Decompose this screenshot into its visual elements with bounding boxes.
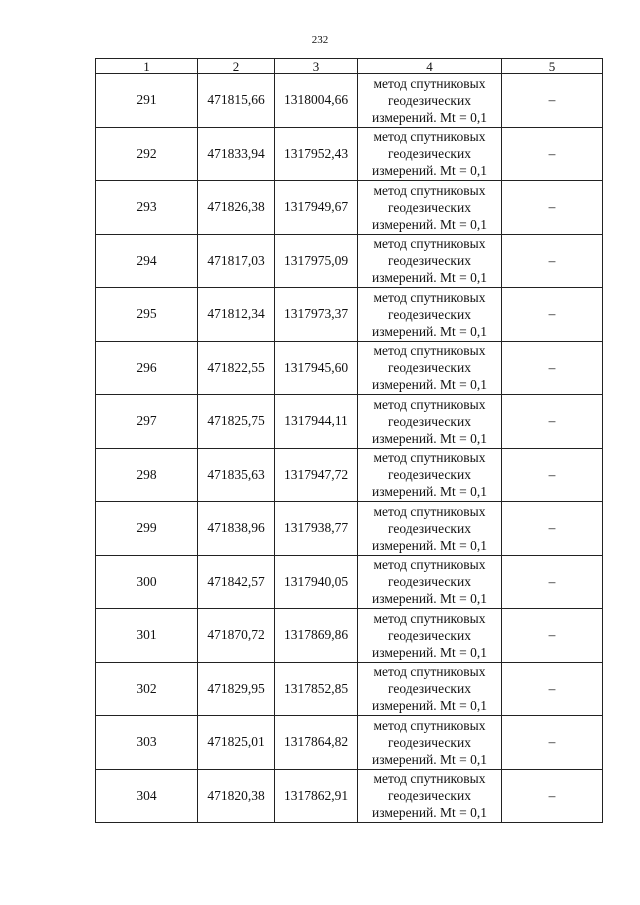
point-number: 296 bbox=[96, 341, 198, 395]
method-line-2: геодезических bbox=[388, 627, 471, 643]
method-line-2: геодезических bbox=[388, 253, 471, 269]
method-line-3: измерений. Mt = 0,1 bbox=[371, 591, 488, 607]
method-line-3: измерений. Mt = 0,1 bbox=[371, 537, 488, 553]
coordinate-y: 1317975,09 bbox=[275, 234, 358, 288]
column-5-dash: – bbox=[502, 609, 603, 663]
method-description bbox=[358, 288, 502, 342]
method-line-2: геодезических bbox=[388, 788, 471, 804]
coordinate-x: 471835,63 bbox=[198, 448, 275, 502]
column-header-1: 1 bbox=[96, 59, 198, 74]
column-5-dash: – bbox=[502, 395, 603, 449]
method-line-3: измерений. Mt = 0,1 bbox=[371, 430, 488, 446]
coordinate-y: 1318004,66 bbox=[275, 74, 358, 128]
column-5-dash: – bbox=[502, 769, 603, 823]
method-line-1: метод спутниковых bbox=[373, 450, 486, 466]
method-line-1: метод спутниковых bbox=[373, 664, 486, 680]
method-line-1: метод спутниковых bbox=[373, 503, 486, 519]
method-description bbox=[358, 502, 502, 556]
point-number: 299 bbox=[96, 502, 198, 556]
coordinate-y: 1317864,82 bbox=[275, 716, 358, 770]
coordinate-x: 471826,38 bbox=[198, 181, 275, 235]
column-5-dash: – bbox=[502, 448, 603, 502]
method-line-2: геодезических bbox=[388, 734, 471, 750]
coordinate-x: 471870,72 bbox=[198, 609, 275, 663]
coordinate-x: 471812,34 bbox=[198, 288, 275, 342]
method-line-3: измерений. Mt = 0,1 bbox=[371, 698, 488, 714]
coordinate-y: 1317938,77 bbox=[275, 502, 358, 556]
point-number: 301 bbox=[96, 609, 198, 663]
coordinate-y: 1317944,11 bbox=[275, 395, 358, 449]
column-5-dash: – bbox=[502, 716, 603, 770]
coordinate-x: 471825,01 bbox=[198, 716, 275, 770]
point-number: 297 bbox=[96, 395, 198, 449]
point-number: 292 bbox=[96, 127, 198, 181]
method-line-2: геодезических bbox=[388, 413, 471, 429]
coordinate-x: 471829,95 bbox=[198, 662, 275, 716]
table-header bbox=[96, 59, 603, 74]
coordinate-x: 471842,57 bbox=[198, 555, 275, 609]
method-line-2: геодезических bbox=[388, 199, 471, 215]
method-line-1: метод спутниковых bbox=[373, 75, 486, 91]
column-header-5: 5 bbox=[502, 59, 603, 74]
column-5-dash: – bbox=[502, 127, 603, 181]
method-line-1: метод спутниковых bbox=[373, 396, 486, 412]
table-row bbox=[96, 716, 603, 770]
coordinate-y: 1317952,43 bbox=[275, 127, 358, 181]
method-line-2: геодезических bbox=[388, 467, 471, 483]
column-5-dash: – bbox=[502, 181, 603, 235]
coordinate-x: 471825,75 bbox=[198, 395, 275, 449]
method-line-1: метод спутниковых bbox=[373, 236, 486, 252]
method-line-3: измерений. Mt = 0,1 bbox=[371, 323, 488, 339]
point-number: 294 bbox=[96, 234, 198, 288]
page-number: 232 bbox=[311, 34, 329, 46]
point-number: 303 bbox=[96, 716, 198, 770]
method-line-2: геодезических bbox=[388, 146, 471, 162]
method-description bbox=[358, 127, 502, 181]
table-row bbox=[96, 662, 603, 716]
method-line-2: геодезических bbox=[388, 520, 471, 536]
coordinate-y: 1317869,86 bbox=[275, 609, 358, 663]
coordinate-y: 1317852,85 bbox=[275, 662, 358, 716]
table-row bbox=[96, 769, 603, 823]
column-5-dash: – bbox=[502, 555, 603, 609]
table-row bbox=[96, 181, 603, 235]
coordinate-x: 471815,66 bbox=[198, 74, 275, 128]
method-line-1: метод спутниковых bbox=[373, 289, 486, 305]
method-description bbox=[358, 609, 502, 663]
coordinate-x: 471833,94 bbox=[198, 127, 275, 181]
column-header-2: 2 bbox=[198, 59, 275, 74]
method-description bbox=[358, 716, 502, 770]
method-line-1: метод спутниковых bbox=[373, 182, 486, 198]
method-line-2: геодезических bbox=[388, 92, 471, 108]
column-5-dash: – bbox=[502, 502, 603, 556]
table-row bbox=[96, 74, 603, 128]
table-row bbox=[96, 234, 603, 288]
method-line-1: метод спутниковых bbox=[373, 717, 486, 733]
method-line-3: измерений. Mt = 0,1 bbox=[371, 216, 488, 232]
method-line-1: метод спутниковых bbox=[373, 610, 486, 626]
method-description bbox=[358, 448, 502, 502]
method-line-2: геодезических bbox=[388, 306, 471, 322]
coordinate-x: 471817,03 bbox=[198, 234, 275, 288]
point-number: 302 bbox=[96, 662, 198, 716]
method-line-1: метод спутниковых bbox=[373, 771, 486, 787]
column-header-4: 4 bbox=[358, 59, 502, 74]
coordinate-y: 1317940,05 bbox=[275, 555, 358, 609]
point-number: 300 bbox=[96, 555, 198, 609]
table-body bbox=[96, 74, 603, 823]
method-line-3: измерений. Mt = 0,1 bbox=[371, 109, 488, 125]
coordinate-y: 1317949,67 bbox=[275, 181, 358, 235]
column-5-dash: – bbox=[502, 341, 603, 395]
method-description bbox=[358, 341, 502, 395]
coordinate-y: 1317947,72 bbox=[275, 448, 358, 502]
method-line-3: измерений. Mt = 0,1 bbox=[371, 163, 488, 179]
column-5-dash: – bbox=[502, 74, 603, 128]
table-row bbox=[96, 395, 603, 449]
table-row bbox=[96, 502, 603, 556]
table-row bbox=[96, 609, 603, 663]
coordinate-y: 1317945,60 bbox=[275, 341, 358, 395]
coordinate-x: 471820,38 bbox=[198, 769, 275, 823]
coordinate-y: 1317862,91 bbox=[275, 769, 358, 823]
point-number: 298 bbox=[96, 448, 198, 502]
method-line-3: измерений. Mt = 0,1 bbox=[371, 270, 488, 286]
method-description bbox=[358, 769, 502, 823]
table-row bbox=[96, 448, 603, 502]
coordinate-y: 1317973,37 bbox=[275, 288, 358, 342]
method-line-1: метод спутниковых bbox=[373, 129, 486, 145]
coordinate-x: 471838,96 bbox=[198, 502, 275, 556]
coordinates-table bbox=[95, 58, 603, 823]
column-5-dash: – bbox=[502, 662, 603, 716]
method-line-2: геодезических bbox=[388, 681, 471, 697]
method-line-3: измерений. Mt = 0,1 bbox=[371, 377, 488, 393]
method-description bbox=[358, 181, 502, 235]
point-number: 295 bbox=[96, 288, 198, 342]
point-number: 304 bbox=[96, 769, 198, 823]
method-description bbox=[358, 662, 502, 716]
point-number: 291 bbox=[96, 74, 198, 128]
method-description bbox=[358, 234, 502, 288]
method-line-3: измерений. Mt = 0,1 bbox=[371, 644, 488, 660]
method-description bbox=[358, 74, 502, 128]
table-row bbox=[96, 288, 603, 342]
table-row bbox=[96, 341, 603, 395]
method-line-1: метод спутниковых bbox=[373, 343, 486, 359]
coordinate-x: 471822,55 bbox=[198, 341, 275, 395]
header-row bbox=[96, 59, 603, 74]
table-row bbox=[96, 555, 603, 609]
method-line-2: геодезических bbox=[388, 360, 471, 376]
method-line-3: измерений. Mt = 0,1 bbox=[371, 484, 488, 500]
method-line-1: метод спутниковых bbox=[373, 557, 486, 573]
column-5-dash: – bbox=[502, 288, 603, 342]
method-description bbox=[358, 395, 502, 449]
method-description bbox=[358, 555, 502, 609]
column-5-dash: – bbox=[502, 234, 603, 288]
column-header-3: 3 bbox=[275, 59, 358, 74]
method-line-3: измерений. Mt = 0,1 bbox=[371, 805, 488, 821]
table-row bbox=[96, 127, 603, 181]
method-line-3: измерений. Mt = 0,1 bbox=[371, 751, 488, 767]
method-line-2: геодезических bbox=[388, 574, 471, 590]
point-number: 293 bbox=[96, 181, 198, 235]
